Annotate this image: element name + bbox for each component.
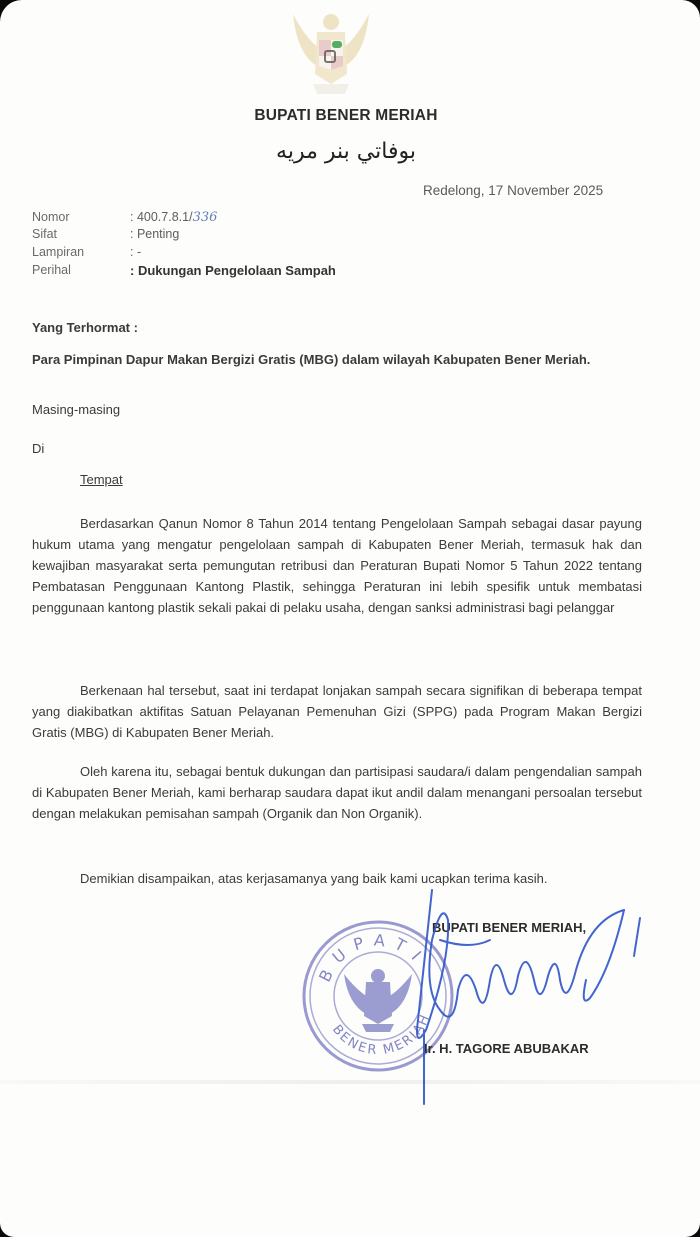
sifat-value: : Penting	[130, 227, 180, 241]
signatory-title: BUPATI BENER MERIAH,	[432, 920, 587, 935]
lampiran-label: Lampiran	[32, 245, 85, 259]
stamp-text-bottom: BENER MERIAH	[329, 1011, 434, 1059]
nomor-handwritten: 336	[192, 210, 218, 225]
letterhead-title: BUPATI BENER MERIAH	[254, 107, 438, 124]
lampiran-value: : -	[130, 245, 142, 259]
body-paragraph-1: Berdasarkan Qanun Nomor 8 Tahun 2014 tentang Pengelolaan Sampah sebagai dasar payung hukum utama yang mengatur pengelolaan sampah di Kabupaten Bener Meriah, termasuk hak dan kewajiban masyarakat serta pemungutan retribusi dan Peraturan Bupati Nomor 5 Tahun 2022 tentang Pembatasan Penggunaan Kantong Plastik, sehingga Peraturan ini lebih spesifik untuk membatasi penggunaan kantong plastik sekali pakai di pelaku usaha, dengan sanksi administrasi bagi pelanggar	[32, 516, 642, 615]
addressee: Para Pimpinan Dapur Makan Bergizi Gratis (MBG) dalam wilayah Kabupaten Bener Meriah.	[32, 352, 591, 367]
nomor-printed: : 400.7.8.1/	[130, 210, 193, 224]
perihal-value: : Dukungan Pengelolaan Sampah	[130, 263, 336, 278]
body-paragraph-4: Demikian disampaikan, atas kerjasamanya yang baik kami ucapkan terima kasih.	[80, 871, 548, 886]
di-label: Di	[32, 441, 45, 456]
salutation: Yang Terhormat :	[32, 320, 138, 335]
garuda-emblem-icon	[283, 4, 379, 100]
tempat-label: Tempat	[80, 472, 123, 487]
perihal-label: Perihal	[32, 263, 71, 277]
handwritten-signature-icon	[380, 880, 670, 1110]
nomor-value	[130, 210, 217, 225]
body-paragraph-2: Berkenaan hal tersebut, saat ini terdapat lonjakan sampah secara signifikan di beberapa tempat yang diakibatkan aktifitas Satuan Pelayanan Pemenuhan Gizi (SPPG) pada Program Makan Bergizi Gratis (MBG) di Kabupaten Bener Meriah.	[32, 683, 642, 740]
sifat-label: Sifat	[32, 227, 58, 241]
scan-smudge	[0, 1080, 700, 1084]
nomor-label: Nomor	[32, 210, 70, 224]
letterhead-jawi-title: بوفاتي بنر مريه	[276, 139, 416, 164]
letter-date: Redelong, 17 November 2025	[423, 183, 604, 198]
stamp-text-top: BUPATI	[315, 930, 432, 985]
signatory-name: Ir. H. TAGORE ABUBAKAR	[424, 1041, 589, 1056]
body-paragraph-3: Oleh karena itu, sebagai bentuk dukungan dan partisipasi saudara/i dalam pengendalian sampah di Kabupaten Bener Meriah, kami berharap saudara dapat ikut andil dalam menangani persoalan tersebut dengan melakukan pemisahan sampah (Organik dan Non Organik).	[32, 764, 642, 821]
masing-masing: Masing-masing	[32, 402, 121, 417]
